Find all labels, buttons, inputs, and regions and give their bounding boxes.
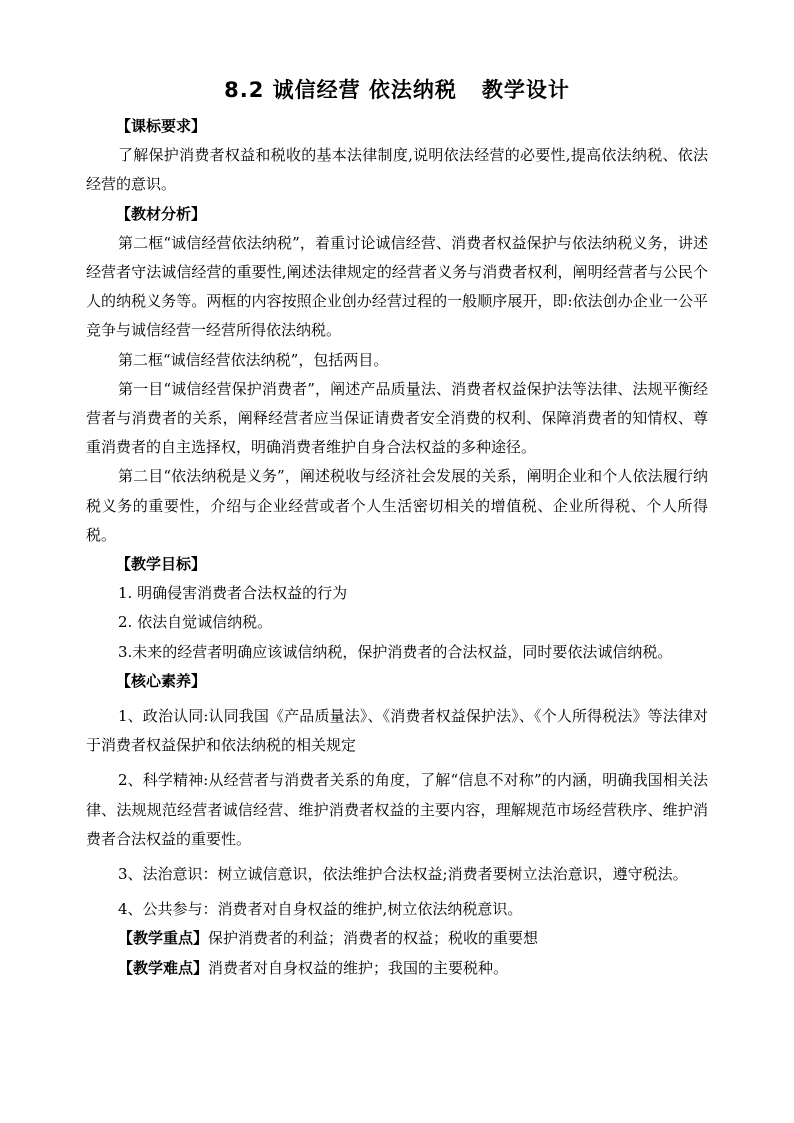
- key-points-line: [86, 924, 708, 953]
- objective-item: 1. 明确侵害消费者合法权益的行为: [118, 584, 348, 603]
- competency-item: 3、法治意识：树立诚信意识，依法维护合法权益;消费者要树立法治意识，遵守税法。: [118, 865, 688, 884]
- difficult-points-text: 消费者对自身权益的维护；我国的主要税种。: [208, 958, 509, 977]
- competency-item: 2、科学精神:从经营者与消费者关系的角度，了解“信息不对称”的内涵，明确我国相关法律、法规规范经营者诚信经营、维护消费者权益的主要内容，理解规范市场经营秩序、维护消费者合法权益的重要性。: [86, 771, 708, 848]
- document-title: 8.2 诚信经营 依法纳税 教学设计: [224, 78, 570, 102]
- difficult-points-line: [86, 954, 708, 983]
- objective-item: 2. 依法自觉诚信纳税。: [118, 613, 273, 632]
- section-heading-textbook-analysis: 【教材分析】: [116, 204, 207, 223]
- document-body: [86, 112, 708, 983]
- paragraph-textbook-1: 第二框“诚信经营依法纳税”，着重讨论诚信经营、消费者权益保护与依法纳税义务，讲述经营者守法诚信经营的重要性,阐述法律规定的经营者义务与消费者权利，阐明经营者与公民个人的纳税义务等。两框的内容按照企业创办经营过程的一般顺序展开，即:依法创办企业一公平竞争与诚信经营一经营所得依法纳税。: [86, 233, 708, 340]
- paragraph-curriculum: 了解保护消费者权益和税收的基本法律制度,说明依法经营的必要性,提高依法纳税、依法经营的意识。: [86, 146, 708, 194]
- paragraph-textbook-3: 第一目“诚信经营保护消费者”，阐述产品质量法、消费者权益保护法等法律、法规平衡经营者与消费者的关系，阐释经营者应当保证请费者安全消费的权利、保障消费者的知情权、尊重消费者的自主选择权，明确消费者维护自身合法权益的多种途径。: [86, 379, 708, 457]
- competency-item: 4、公共参与：消费者对自身权益的维护,树立依法纳税意识。: [118, 900, 523, 919]
- section-heading-curriculum: 【课标要求】: [116, 117, 207, 135]
- section-heading-core-competencies: 【核心素养】: [116, 671, 207, 690]
- section-heading-objectives: 【教学目标】: [116, 555, 207, 574]
- objective-item: 3.未来的经营者明确应该诚信纳税，保护消费者的合法权益，同时要依法诚信纳税。: [118, 642, 673, 661]
- key-points-text: 保护消费者的利益；消费者的权益；税收的重要想: [208, 929, 539, 948]
- key-points-heading: 【教学重点】: [118, 929, 209, 948]
- difficult-points-heading: 【教学难点】: [118, 958, 209, 977]
- competency-item: 1、政治认同:认同我国《产品质量法》、《消费者权益保护法》、《个人所得税法》等法律对于消费者权益保护和依法纳税的相关规定: [86, 707, 708, 755]
- paragraph-textbook-2: 第二框“诚信经营依法纳税”，包括两目。: [118, 350, 389, 369]
- paragraph-textbook-4: 第二目“依法纳税是义务”，阐述税收与经济社会发展的关系，阐明企业和个人依法履行纳税义务的重要性，介绍与企业经营或者个人生活密切相关的增值税、企业所得税、个人所得税。: [86, 467, 708, 544]
